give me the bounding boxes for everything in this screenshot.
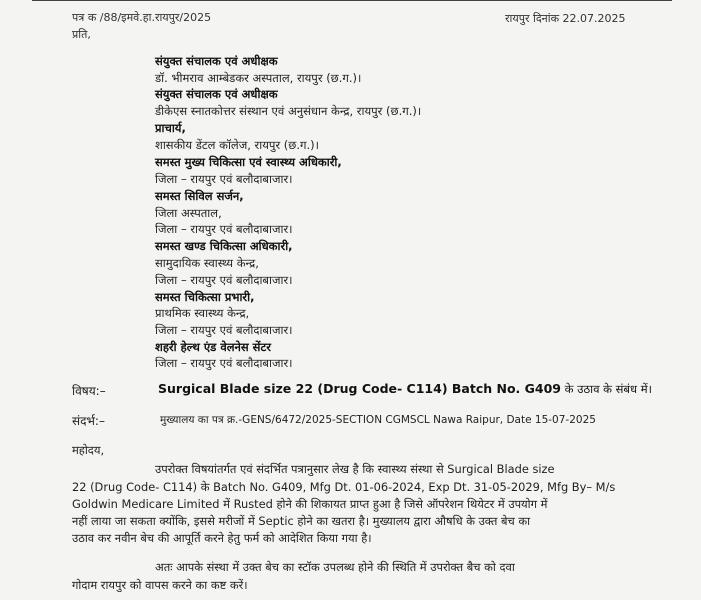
addressee-line: समस्त चिकित्सा प्रभारी,	[155, 290, 255, 304]
addressee-line: डीकेएस स्नातकोत्तर संस्थान एवं अनुसंधान केन्द्र, रायपुर (छ.ग.)।	[155, 104, 422, 118]
addressee-line: समस्त मुख्य चिकित्सा एवं स्वास्थ्य अधिकारी,	[155, 155, 342, 169]
subject-label: विषय:–	[72, 384, 106, 398]
prati-label: प्रति,	[72, 28, 91, 41]
addressee-line: समस्त खण्ड चिकित्सा अधिकारी,	[155, 239, 293, 253]
addressee-line: जिला – रायपुर एवं बलौदाबाजार।	[155, 356, 293, 370]
addressee-line: डॉ. भीमराव आम्बेडकर अस्पताल, रायपुर (छ.ग.)।	[155, 71, 362, 85]
addressee-line: जिला अस्पताल,	[155, 206, 222, 220]
top-border-line	[32, 0, 672, 1]
addressee-line: प्राचार्य,	[155, 121, 186, 135]
addressee-line: संयुक्त संचालक एवं अधीक्षक	[155, 87, 278, 101]
addressee-line: जिला – रायपुर एवं बलौदाबाजार।	[155, 273, 293, 287]
paragraph-line: Goldwin Medicare Limited में Rusted होने की शिकायत प्राप्त हुआ है जिसे ऑपरेशन थियेटर में उपयोग में	[72, 497, 548, 511]
addressee-line: जिला – रायपुर एवं बलौदाबाजार।	[155, 222, 293, 236]
subject-hindi: के उठाव के संबंध में।	[561, 382, 652, 396]
paragraph-line: उपरोक्त विषयांतर्गत एवं संदर्भित पत्रानुसार लेख है कि स्वास्थ्य संस्था से Surgical Blade size	[155, 462, 555, 476]
paragraph-line: अतः आपके संस्था में उक्त बेच का स्टॉक उपलब्ध होने की स्थिति में उपरोक्त बैच को दवा	[155, 560, 515, 574]
addressee-line: जिला – रायपुर एवं बलौदाबाजार।	[155, 323, 293, 337]
letter-date: रायपुर दिनांक 22.07.2025	[505, 12, 626, 25]
paragraph-line: नहीं लाया जा सकता क्योंकि, इससे मरीजों में Septic होने का खतरा है। मुख्यालय द्वारा औषधि के उक्त बेच का	[72, 514, 531, 528]
addressee-line: शहरी हेल्थ एंड वेलनेस सेंटर	[155, 340, 271, 354]
reference-label: संदर्भ:–	[72, 414, 105, 428]
addressee-line: सामुदायिक स्वास्थ्य केन्द्र,	[155, 256, 259, 270]
addressee-line: प्राथमिक स्वास्थ्य केन्द्र,	[155, 306, 250, 320]
salutation: महोदय,	[72, 443, 105, 457]
addressee-line: समस्त सिविल सर्जन,	[155, 189, 244, 203]
addressee-line: जिला – रायपुर एवं बलौदाबाजार।	[155, 172, 293, 186]
subject-line	[158, 381, 652, 397]
paragraph-line: गोदाम रायपुर को वापस करने का कष्ट करें।	[72, 578, 248, 592]
letter-number: पत्र क /88/इमवे.हा.रायपुर/2025	[72, 11, 212, 24]
paragraph-line: 22 (Drug Code- C114) के Batch No. G409, Mfg Dt. 01-06-2024, Exp Dt. 31-05-2029, Mfg By– M/s	[72, 480, 616, 494]
addressee-line: शासकीय डेंटल कॉलेज, रायपुर (छ.ग.)।	[155, 138, 319, 152]
paragraph-line: उठाव कर नवीन बेच की आपूर्ति करने हेतु फर्म को आदेशित किया गया है।	[72, 531, 372, 545]
reference-text: मुख्यालय का पत्र क्र.-GENS/6472/2025-SECTION CGMSCL Nawa Raipur, Date 15-07-2025	[160, 414, 596, 426]
addressee-line: संयुक्त संचालक एवं अधीक्षक	[155, 54, 278, 68]
subject-english: Surgical Blade size 22 (Drug Code- C114) Batch No. G409	[158, 381, 561, 396]
